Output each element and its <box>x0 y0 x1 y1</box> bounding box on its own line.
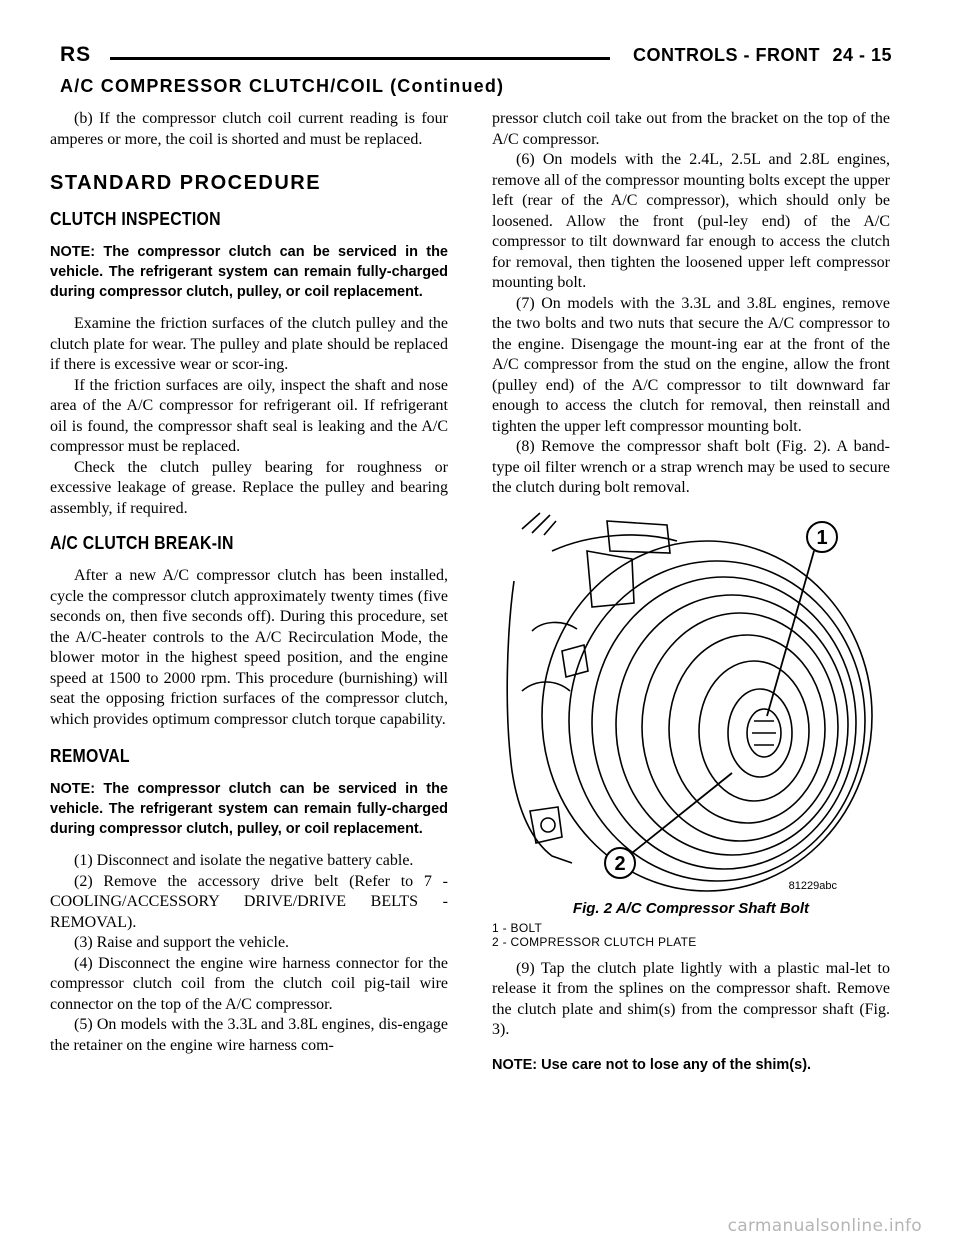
clutch-inspection-note: NOTE: The compressor clutch can be serviced in the vehicle. The refrigerant system can remain fully-charged during compressor clutch, pulley, or coil replacement. <box>50 244 448 300</box>
left-column <box>50 109 448 1056</box>
figure-legend <box>492 921 890 949</box>
callout-1-label: 1 <box>816 526 828 549</box>
mounting-hole <box>541 818 555 832</box>
removal-step-continued: pressor clutch coil take out from the bracket on the top of the A/C compressor. <box>492 110 890 148</box>
mounting-ear <box>530 807 562 843</box>
callout-1 <box>807 522 837 552</box>
legend-item-clutch-plate: 2 - COMPRESSOR CLUTCH PLATE <box>492 934 697 949</box>
removal-step: (4) Disconnect the engine wire harness connector for the compressor clutch coil from the clutch coil pig-tail wire connector on the top of the A/C compressor. <box>50 954 448 1013</box>
body-rib <box>532 622 577 631</box>
clutch-inspection-heading: CLUTCH INSPECTION <box>50 209 221 229</box>
figure-image-code: 81229abc <box>788 879 837 892</box>
standard-procedure-heading: STANDARD PROCEDURE <box>50 172 322 194</box>
removal-note: NOTE: The compressor clutch can be serviced in the vehicle. The refrigerant system can remain fully-charged during compressor clutch, pulley, or coil replacement. <box>50 781 448 837</box>
header-model-code: RS <box>60 43 92 66</box>
removal-step: (1) Disconnect and isolate the negative battery cable. <box>74 852 414 869</box>
callout-2-label: 2 <box>614 852 626 875</box>
pulley-ring <box>592 577 856 869</box>
figure-title: Fig. 2 A/C Compressor Shaft Bolt <box>572 899 810 917</box>
removal-step: (6) On models with the 2.4L, 2.5L and 2.8L engines, remove all of the compressor mounting bolts except the upper left (rear of the A/C compressor), which should only be loosened. Allow the front (pul-ley end) of the A/C compressor to tilt downward far enough to access the clutch for removal, then tighten the loosened upper left compressor mounting bolt. <box>492 151 890 291</box>
inspection-paragraph: Check the clutch pulley bearing for roughness or excessive leakage of grease. Replace the pulley and bearing assembly, if required. <box>50 458 448 517</box>
figure-compressor-shaft-bolt <box>492 511 890 896</box>
callout-2 <box>605 848 635 878</box>
break-in-heading: A/C CLUTCH BREAK-IN <box>50 533 234 553</box>
page-header <box>60 43 892 73</box>
intro-paragraph: (b) If the compressor clutch coil current reading is four amperes or more, the coil is shorted and must be replaced. <box>50 110 448 148</box>
continued-title: A/C COMPRESSOR CLUTCH/COIL (Continued) <box>60 76 505 96</box>
engine-hatch <box>522 513 556 535</box>
watermark: carmanualsonline.info <box>727 1216 922 1236</box>
pulley-ring <box>569 561 865 881</box>
compressor-illustration <box>492 511 890 896</box>
removal-step: (2) Remove the accessory drive belt (Refer to 7 - COOLING/ACCESSORY DRIVE/DRIVE BELTS - REMOVAL). <box>50 872 448 931</box>
header-page-number: 24 - 15 <box>832 45 892 65</box>
removal-heading: REMOVAL <box>50 746 130 766</box>
inspection-paragraph: If the friction surfaces are oily, inspect the shaft and nose area of the A/C compressor for refrigerant oil. If refrigerant oil is found, the compressor shaft seal is leaking and the A/C compressor must be replaced. <box>50 376 448 455</box>
header-section-title: CONTROLS - FRONT <box>633 45 820 65</box>
removal-step: (8) Remove the compressor shaft bolt (Fig. 2). A band-type oil filter wrench or a strap wrench may be used to secure the clutch during bolt removal. <box>492 438 890 496</box>
body-rib <box>522 682 570 691</box>
header-rule <box>110 57 610 60</box>
legend-item-bolt: 1 - BOLT <box>492 920 543 935</box>
removal-step: (9) Tap the clutch plate lightly with a plastic mal-let to release it from the splines on the compressor shaft. Remove the clutch plate and shim(s) from the compressor shaft (Fig. 3). <box>492 959 890 1038</box>
right-column <box>492 109 890 1087</box>
callout-1-leader <box>767 551 814 716</box>
bolt-hex-lines <box>752 721 776 745</box>
inspection-paragraph: Examine the friction surfaces of the clutch pulley and the clutch plate for wear. The pulley and plate should be replaced if there is excessive wear or scor-ing. <box>50 315 448 373</box>
removal-step: (7) On models with the 3.3L and 3.8L engines, remove the two bolts and two nuts that secure the A/C compressor to the engine. Disengage the mount-ing ear at the front of the A/C compressor from the stud on the engine, allow the front (pulley end) of the A/C compressor to tilt downward far enough to access the clutch for removal, then reinstall and tighten the upper left compressor mounting bolt. <box>492 294 890 435</box>
coil-connector <box>587 551 634 607</box>
removal-step: (5) On models with the 3.3L and 3.8L engines, dis-engage the retainer on the engine wire harness com- <box>50 1016 448 1054</box>
break-in-paragraph: After a new A/C compressor clutch has been installed, cycle the compressor clutch approximately twenty times (five seconds on, then five seconds off). During this procedure, set the A/C-heater controls to the A/C Recirculation Mode, the blower motor in the highest speed position, and the engine speed at 1500 to 2000 rpm. This procedure (burnishing) will seat the opposing friction surfaces of the compressor clutch, which provides optimum compressor clutch torque capability. <box>50 567 448 728</box>
pulley-ring <box>616 595 848 855</box>
removal-step: (3) Raise and support the vehicle. <box>74 934 290 951</box>
shim-note: NOTE: Use care not to lose any of the shim(s). <box>492 1056 812 1073</box>
